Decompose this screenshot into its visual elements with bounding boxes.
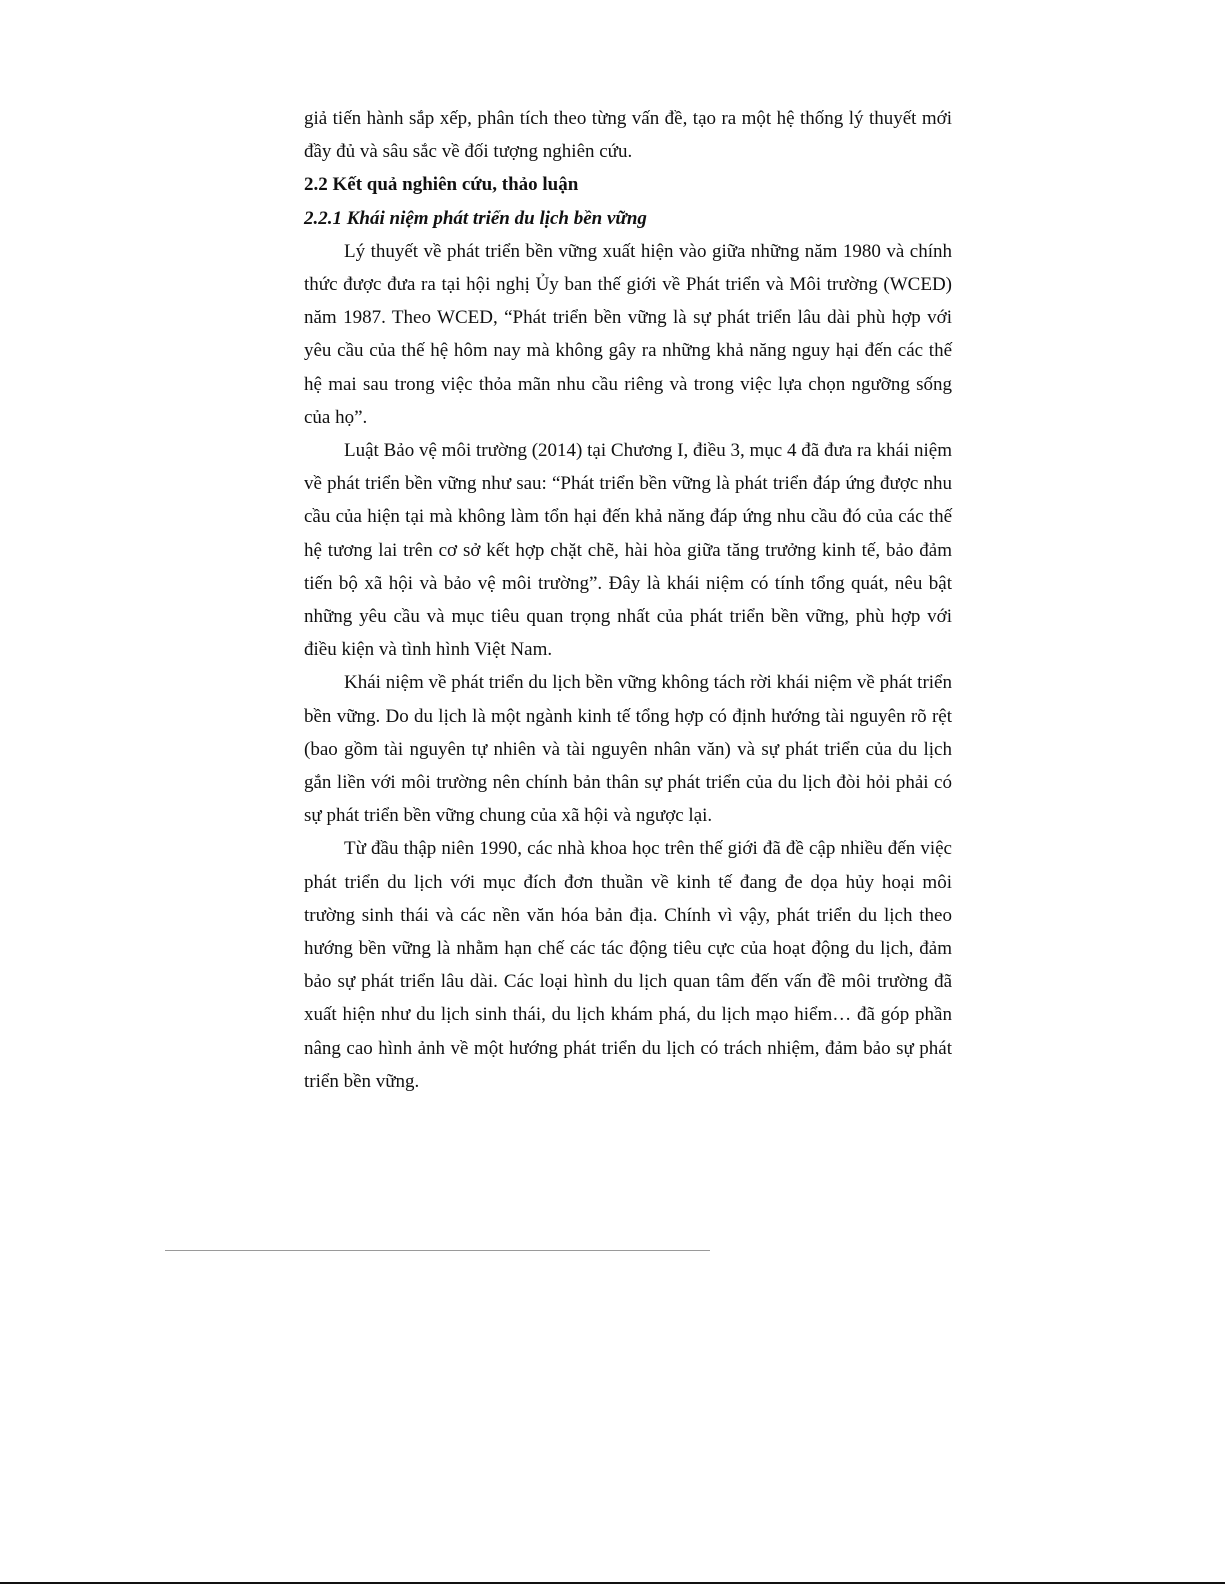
subsection-heading: 2.2.1 Khái niệm phát triển du lịch bền vững — [304, 207, 647, 229]
paragraph-environment-law: Luật Bảo vệ môi trường (2014) tại Chương I, điều 3, mục 4 đã đưa ra khái niệm về phát triển bền vững như sau: “Phát triển bền vững là phát triển đáp ứng được nhu cầu của hiện tại mà không làm tổn hại đến khả năng đáp ứng nhu cầu đó của các thế hệ tương lai trên cơ sở kết hợp chặt chẽ, hài hòa giữa tăng trưởng kinh tế, bảo đảm tiến bộ xã hội và bảo vệ môi trường”. Đây là khái niệm có tính tổng quát, nêu bật những yêu cầu và mục tiêu quan trọng nhất của phát triển bền vững, phù hợp với điều kiện và tình hình Việt Nam. — [304, 440, 952, 661]
document-body — [304, 102, 952, 1098]
paragraph-wced-definition: Lý thuyết về phát triển bền vững xuất hiện vào giữa những năm 1980 và chính thức được đưa ra tại hội nghị Ủy ban thế giới về Phát triển và Môi trường (WCED) năm 1987. Theo WCED, “Phát triển bền vững là sự phát triển lâu dài phù hợp với yêu cầu của thế hệ hôm nay mà không gây ra những khả năng nguy hại đến các thế hệ mai sau trong việc thỏa mãn nhu cầu riêng và trong việc lựa chọn ngưỡng sống của họ”. — [304, 240, 952, 428]
paragraph-sustainable-tourism-concept: Khái niệm về phát triển du lịch bền vững không tách rời khái niệm về phát triển bền vững. Do du lịch là một ngành kinh tế tổng hợp có định hướng tài nguyên rõ rệt (bao gồm tài nguyên tự nhiên và tài nguyên nhân văn) và sự phát triển của du lịch gắn liền với môi trường nên chính bản thân sự phát triển của du lịch đòi hỏi phải có sự phát triển bền vững chung của xã hội và ngược lại. — [304, 672, 952, 827]
intro-paragraph: giả tiến hành sắp xếp, phân tích theo từng vấn đề, tạo ra một hệ thống lý thuyết mới đầy đủ và sâu sắc về đối tượng nghiên cứu. — [304, 108, 952, 163]
section-heading: 2.2 Kết quả nghiên cứu, thảo luận — [304, 174, 579, 196]
page-bottom-border — [0, 1582, 1225, 1584]
footnote-separator — [165, 1250, 710, 1251]
paragraph-1990s-development: Từ đầu thập niên 1990, các nhà khoa học trên thế giới đã đề cập nhiều đến việc phát triển du lịch với mục đích đơn thuần về kinh tế đang đe dọa hủy hoại môi trường sinh thái và các nền văn hóa bản địa. Chính vì vậy, phát triển du lịch theo hướng bền vững là nhằm hạn chế các tác động tiêu cực của hoạt động du lịch, đảm bảo sự phát triển lâu dài. Các loại hình du lịch quan tâm đến vấn đề môi trường đã xuất hiện như du lịch sinh thái, du lịch khám phá, du lịch mạo hiểm… đã góp phần nâng cao hình ảnh về một hướng phát triển du lịch có trách nhiệm, đảm bảo sự phát triển bền vững. — [304, 838, 952, 1092]
